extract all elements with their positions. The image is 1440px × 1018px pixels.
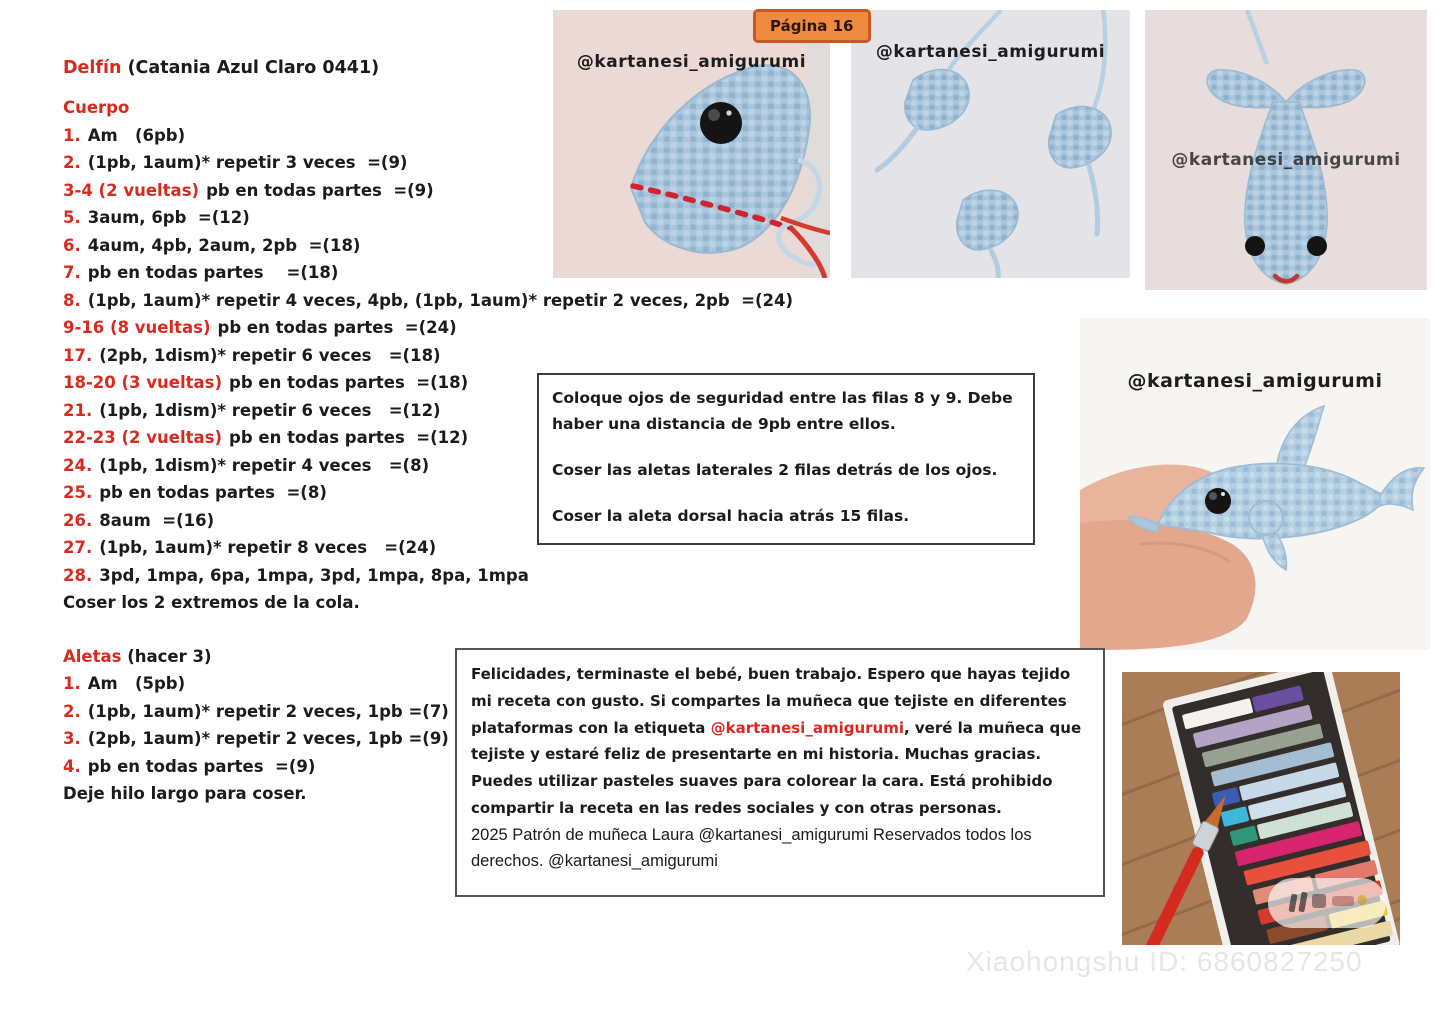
pattern-row: 18-20 (3 vueltas) pb en todas partes =(18) — [63, 373, 469, 392]
pattern-row: 27. (1pb, 1aum)* repetir 8 veces =(24) — [63, 538, 437, 557]
instagram-tag: @kartanesi_amigurumi — [710, 718, 904, 737]
pattern-row: 24. (1pb, 1dism)* repetir 4 veces =(8) — [63, 455, 430, 475]
pattern-row: 1. Am (5pb) — [63, 674, 186, 693]
pattern-row: 26. 8aum =(16) — [63, 510, 215, 530]
photo-pastels-box — [1122, 672, 1400, 945]
congrats-text-1: Felicidades, terminaste el bebé, buen trabajo. Espero que hayas tejido mi receta con gusto. Si compartes la muñeca que tejiste en diferentes plataformas con la etiqueta — [471, 665, 1071, 737]
pattern-row: 1. Am (6pb) — [63, 125, 186, 145]
photo-watermark: @kartanesi_amigurumi — [576, 52, 807, 72]
pattern-title-yarn: (Catania Azul Claro 0441) — [127, 58, 380, 78]
pattern-row: 8. (1pb, 1aum)* repetir 4 veces, 4pb, (1pb, 1aum)* repetir 2 veces, 2pb =(24) — [63, 290, 794, 310]
pastels-illustration — [1122, 672, 1400, 945]
congrats-text-2: , veré la muñeca que tejiste y estaré feliz de presentarte en mi historia. Muchas gracias. Puedes utilizar pasteles suaves para colorear la cara. Está prohibido compartir la receta en las redes sociales y con otras personas. — [471, 718, 1082, 817]
photo-fins — [851, 10, 1130, 278]
dolphin-head-illustration — [553, 10, 830, 278]
note-dorsal-fin: Coser la aleta dorsal hacia atrás 15 filas. — [552, 507, 910, 525]
pattern-row: 17. (2pb, 1dism)* repetir 6 veces =(18) — [63, 345, 441, 365]
page-number-badge: Página 16 — [753, 9, 871, 43]
photo-watermark: @kartanesi_amigurumi — [875, 42, 1106, 62]
photo-dolphin-head — [553, 10, 830, 278]
body-footer: Coser los 2 extremos de la cola. — [63, 593, 360, 612]
xiaohongshu-logo-watermark — [1268, 878, 1386, 928]
photo-watermark: @kartanesi_amigurumi — [1127, 370, 1383, 392]
finished-dolphin-illustration — [1080, 318, 1430, 650]
body-heading: Cuerpo — [63, 98, 130, 117]
photo-body-top-view — [1145, 10, 1427, 290]
page-watermark: Xiaohongshu ID: 6860827250 — [966, 946, 1363, 977]
note-eyes: Coloque ojos de seguridad entre las filas 8 y 9. Debe haber una distancia de 9pb entre ellos. — [552, 389, 1013, 433]
assembly-notes-box — [537, 373, 1035, 545]
photo-finished-dolphin — [1080, 318, 1430, 650]
photo-watermark: @kartanesi_amigurumi — [1171, 150, 1401, 170]
pattern-title-name: Delfín — [63, 58, 122, 78]
fins-heading: Aletas (hacer 3) — [63, 646, 212, 666]
pattern-row: 25. pb en todas partes =(8) — [63, 483, 327, 502]
pattern-row: 3-4 (2 vueltas) pb en todas partes =(9) — [63, 180, 434, 200]
pattern-row: 4. pb en todas partes =(9) — [63, 756, 316, 776]
pattern-row: 21. (1pb, 1dism)* repetir 6 veces =(12) — [63, 400, 441, 420]
pattern-row: 28. 3pd, 1mpa, 6pa, 1mpa, 3pd, 1mpa, 8pa, 1mpa — [63, 565, 529, 585]
pattern-row: 2. (1pb, 1aum)* repetir 3 veces =(9) — [63, 153, 408, 172]
note-side-fins: Coser las aletas laterales 2 filas detrás de los ojos. — [552, 461, 998, 479]
pattern-row: 2. (1pb, 1aum)* repetir 2 veces, 1pb =(7) — [63, 701, 449, 721]
pattern-row: 3. (2pb, 1aum)* repetir 2 veces, 1pb =(9) — [63, 729, 449, 748]
copyright-line: 2025 Patrón de muñeca Laura @kartanesi_amigurumi Reservados todos los derechos. @kartanesi_amigurumi — [471, 825, 1032, 871]
fins-footer: Deje hilo largo para coser. — [63, 784, 307, 803]
pattern-row: 6. 4aum, 4pb, 2aum, 2pb =(18) — [63, 235, 361, 255]
congrats-box — [455, 648, 1105, 897]
pattern-row: 9-16 (8 vueltas) pb en todas partes =(24) — [63, 318, 457, 337]
pattern-row: 22-23 (2 vueltas) pb en todas partes =(12) — [63, 428, 469, 447]
pattern-row: 7. pb en todas partes =(18) — [63, 263, 339, 282]
pattern-row: 5. 3aum, 6pb =(12) — [63, 208, 250, 227]
